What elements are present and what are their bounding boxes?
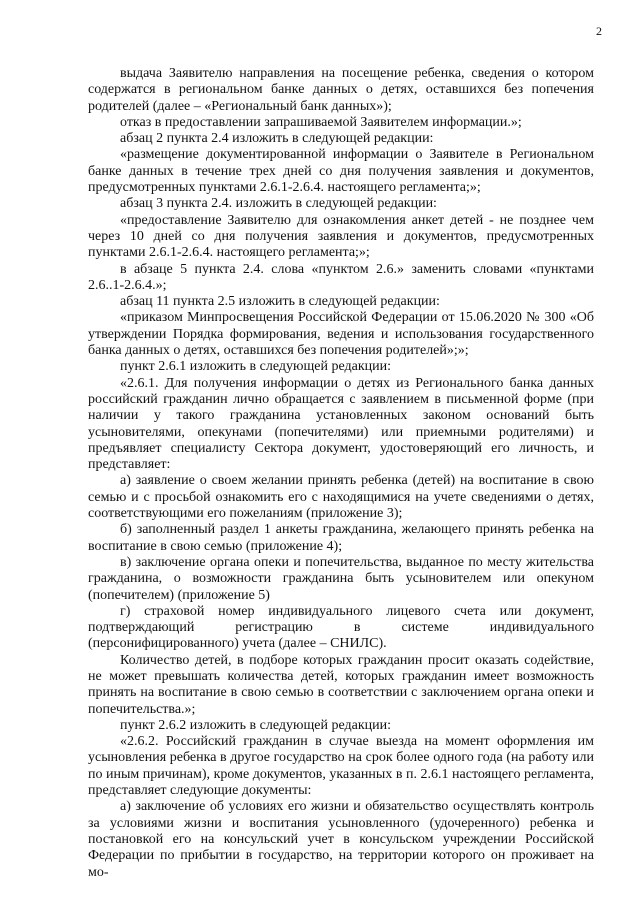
paragraph: отказ в предоставлении запрашиваемой Заявителем информации.»; [120, 114, 522, 130]
paragraph: в абзаце 5 пункта 2.4. слова «пунктом 2.6.» заменить словами «пунктами 2.6..1-2.6.4.»; [88, 261, 594, 293]
paragraph: абзац 11 пункта 2.5 изложить в следующей редакции: [120, 294, 440, 310]
paragraph: в) заключение органа опеки и попечительства, выданное по месту жительства гражданина, о возможности гражданина быть усыновителем или опекуном (попечителем) (приложение 5) [88, 554, 594, 603]
paragraph: пункт 2.6.1 изложить в следующей редакции: [120, 359, 391, 375]
paragraph: «размещение документированной информации о Заявителе в Региональном банке данных в течение трех дней со дня получения заявления и документов, предусмотренных пунктами 2.6.1-2.6.4. настоящего регламента;»; [88, 147, 594, 196]
paragraph: «приказом Минпросвещения Российской Федерации от 15.06.2020 № 300 «Об утверждении Порядка формирования, ведения и использования государственного банка данных о детях, оставшихся без попечения родителей»;»; [88, 310, 594, 359]
paragraph: «предоставление Заявителю для ознакомления анкет детей - не позднее чем через 10 дней со дня получения заявления и документов, предусмотренных пунктами 2.6.1-2.6.4. настоящего регламента;»; [88, 212, 594, 261]
page-number: 2 [596, 24, 602, 38]
paragraph: выдача Заявителю направления на посещение ребенка, сведения о котором содержатся в региональном банке данных о детях, оставшихся без попечения родителей (далее – «Региональный банк данных»); [88, 66, 594, 114]
paragraph: пункт 2.6.2 изложить в следующей редакции: [120, 717, 391, 733]
paragraph: а) заключение об условиях его жизни и обязательство осуществлять контроль за условиями жизни и воспитания усыновленного (удочеренного) ребенка и постановкой его на консульский учет в консульском учреждении Российской Федерации по прибытии в государство, на территории которого он проживает на мо- [88, 799, 594, 880]
paragraph: «2.6.1. Для получения информации о детях из Регионального банка данных российский гражданин лично обращается с заявлением в письменной форме (при наличии у такого гражданина установленных законом оснований быть усыновителями, опекунами (попечителями) или приемными родителями) и предъявляет специалисту Сектора документ, удостоверяющий его личность, и представляет: [88, 375, 594, 473]
paragraph: абзац 2 пункта 2.4 изложить в следующей редакции: [120, 131, 434, 147]
document-body [88, 66, 594, 881]
paragraph: г) страховой номер индивидуального лицевого счета или документ, подтверждающий регистрацию в системе индивидуального (персонифицированного) учета (далее – СНИЛС). [88, 603, 594, 652]
paragraph: б) заполненный раздел 1 анкеты гражданина, желающего принять ребенка на воспитание в свою семью (приложение 4); [88, 522, 594, 554]
paragraph: «2.6.2. Российский гражданин в случае выезда на момент оформления им усыновления ребенка в другое государство на срок более одного года (на работу или по иным причинам), кроме документов, указанных в п. 2.6.1 настоящего регламента, представляет следующие документы: [88, 734, 594, 799]
paragraph: Количество детей, в подборе которых гражданин просит оказать содействие, не может превышать количества детей, которых гражданин имеет возможность принять на воспитание в свою семью в соответствии с заключением органа опеки и попечительства.»; [88, 652, 594, 717]
paragraph: абзац 3 пункта 2.4. изложить в следующей редакции: [120, 196, 437, 212]
paragraph: а) заявление о своем желании принять ребенка (детей) на воспитание в свою семью и с просьбой ознакомить его с находящимися на учете сведениями о детях, соответствующими его пожеланиям (приложение 3); [88, 473, 594, 522]
